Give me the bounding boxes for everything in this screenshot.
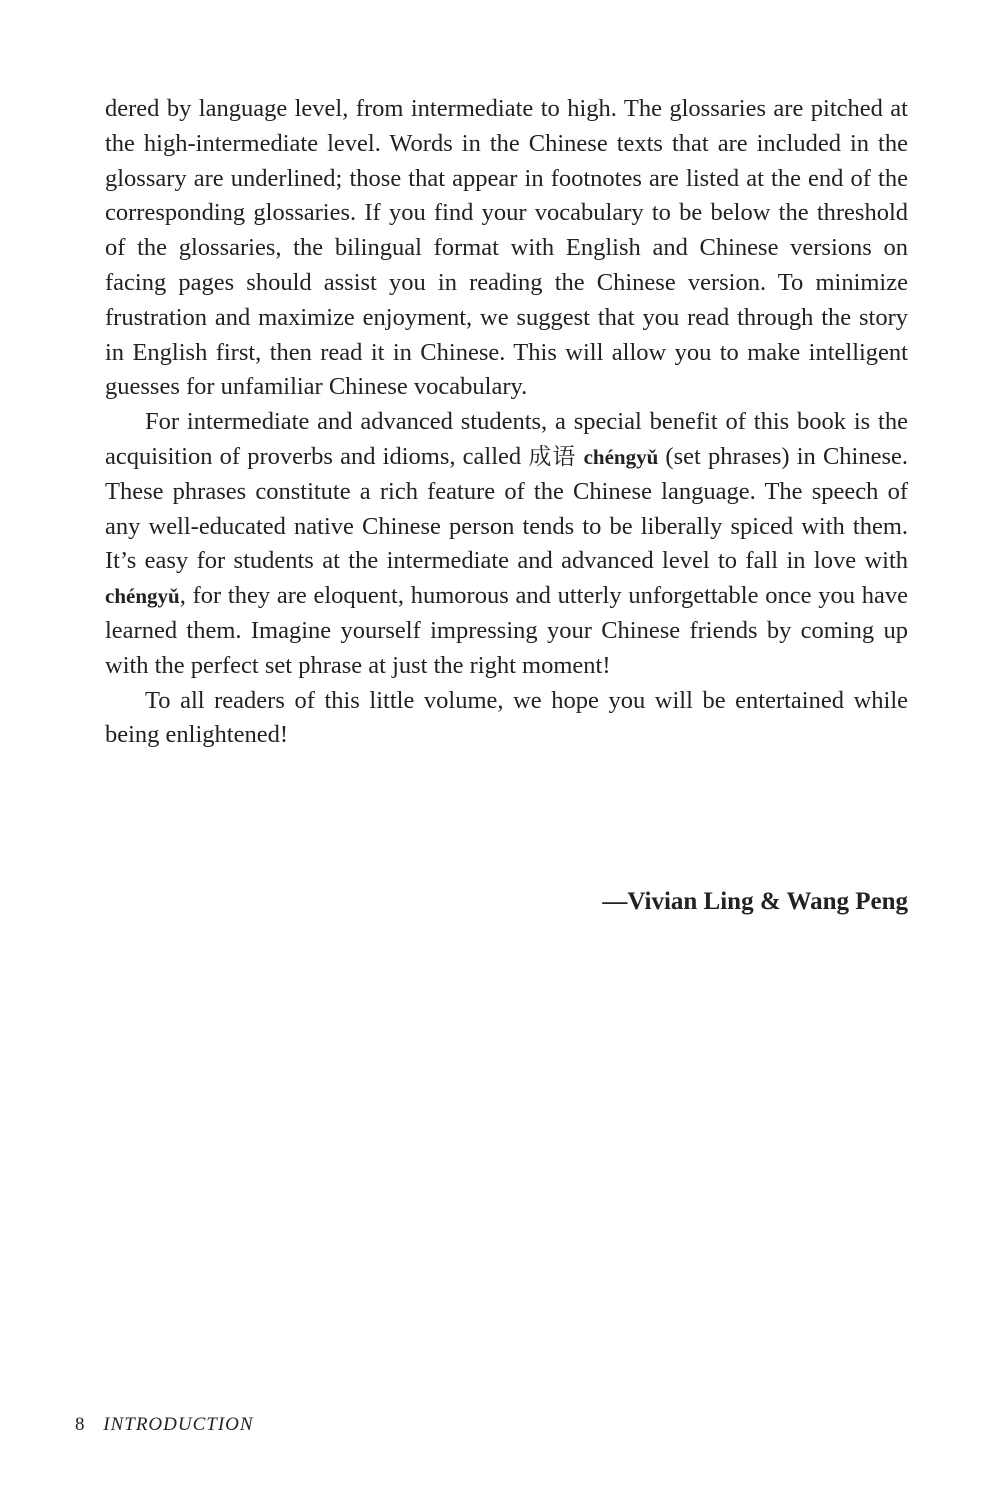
chengyu-pinyin: chéngyǔ [583,444,659,469]
paragraph-2-space [576,443,583,470]
chengyu-characters: 成语 [528,443,577,470]
paragraph-1 [105,92,908,405]
paragraph-2-text-a: For intermediate and advanced students, a special benefit of this book is the acquisition of proverbs and idioms, called [105,408,908,470]
chengyu-pinyin-2: chéngyǔ [105,584,180,609]
paragraph-1-text: dered by language level, from intermediate to high. The glossaries are pitched at the high-intermediate level. Words in the Chinese texts that are included in the glossary are underlined; those that appear in footnotes are listed at the end of the corresponding glossaries. If you find your vocabulary to be below the threshold of the glossaries, the bilingual format with English and Chinese versions on facing pages should assist you in reading the Chinese version. To minimize frustration and maximize enjoyment, we suggest that you read through the story in English first, then read it in Chinese. This will allow you to make intelligent guesses for unfamiliar Chinese vocabulary. [105,95,908,401]
author-signature: —Vivian Ling & Wang Peng [602,888,908,915]
paragraph-2-text-c: , for they are eloquent, humorous and utterly unforgettable once you have learned them. Imagine yourself impressing your Chinese friends by coming up with the perfect set phrase at just the right moment! [105,582,908,679]
paragraph-3 [105,684,908,754]
paragraph-2-text-b: (set phrases) in Chinese. These phrases constitute a rich feature of the Chinese language. The speech of any well-educated native Chinese person tends to be liberally spiced with them. It’s easy for students at the intermediate and advanced level to fall in love with [105,442,909,575]
running-head: INTRODUCTION [103,1414,254,1435]
body-text [105,92,908,753]
paragraph-2 [105,405,908,683]
page-footer [75,1414,254,1436]
page-number: 8 [75,1414,85,1435]
paragraph-3-text: To all readers of this little volume, we hope you will be entertained while being enlightened! [105,686,908,749]
